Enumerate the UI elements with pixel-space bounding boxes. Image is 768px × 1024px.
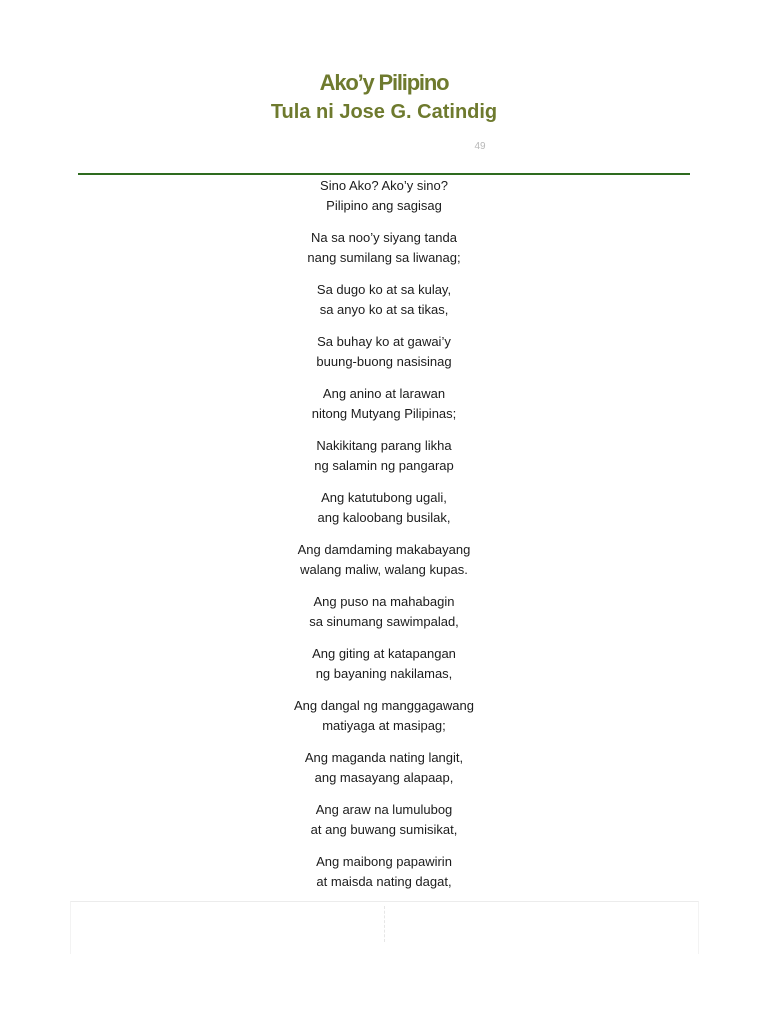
poem-line: Sino Ako? Ako’y sino? — [320, 178, 448, 193]
poem-line: Sa buhay ko at gawai’y — [317, 334, 451, 349]
stanza — [0, 592, 768, 631]
stanza — [0, 852, 768, 891]
poem-body — [0, 176, 768, 904]
page-number: 49 — [474, 141, 486, 152]
header-divider — [78, 173, 690, 175]
poem-line: Na sa noo’y siyang tanda — [311, 230, 457, 245]
stanza — [0, 384, 768, 423]
poem-line: Ang puso na mahabagin — [313, 594, 455, 609]
poem-line: Sa dugo ko at sa kulay, — [316, 282, 452, 297]
fade-panel-divider — [384, 906, 385, 942]
poem-line: Ang katutubong ugali, — [321, 490, 447, 505]
stanza — [0, 644, 768, 683]
poem-author-line: Tula ni Jose G. Catindig — [270, 101, 498, 123]
poem-line: nang sumilang sa liwanag; — [307, 249, 461, 265]
poem-line: Pilipino ang sagisag — [326, 197, 442, 213]
poem-line: Ang anino at larawan — [322, 386, 446, 401]
stanza — [0, 332, 768, 371]
poem-line: ng bayaning nakilamas, — [315, 665, 453, 681]
poem-line: buung-buong nasisinag — [316, 353, 452, 369]
poem-line: ang masayang alapaap, — [314, 769, 454, 785]
poem-title: Ako’y Pilipino — [319, 70, 449, 95]
stanza — [0, 228, 768, 267]
poem-line: walang maliw, walang kupas. — [300, 561, 468, 577]
poem-line: sa sinumang sawimpalad, — [309, 613, 459, 629]
poem-line: Ang maibong papawirin — [316, 854, 452, 869]
poem-line: at maisda nating dagat, — [316, 873, 452, 889]
poem-line: ng salamin ng pangarap — [314, 457, 454, 473]
poem-line: Ang giting at katapangan — [312, 646, 456, 661]
poem-line: matiyaga at masipag; — [322, 717, 446, 733]
stanza — [0, 800, 768, 839]
poem-line: Ang damdaming makabayang — [297, 542, 471, 557]
poem-line: sa anyo ko at sa tikas, — [319, 301, 449, 317]
stanza — [0, 696, 768, 735]
poem-line: Ang araw na lumulubog — [315, 802, 453, 817]
stanza — [0, 488, 768, 527]
stanza — [0, 280, 768, 319]
poem-line: ang kaloobang busilak, — [317, 509, 451, 525]
stanza — [0, 436, 768, 475]
stanza — [0, 176, 768, 215]
stanza — [0, 540, 768, 579]
poem-line: nitong Mutyang Pilipinas; — [311, 405, 457, 421]
poem-line: Ang maganda nating langit, — [304, 750, 464, 765]
stanza — [0, 748, 768, 787]
poem-line: at ang buwang sumisikat, — [310, 821, 458, 837]
poem-line: Ang dangal ng manggagawang — [294, 698, 474, 713]
poem-line: Nakikitang parang likha — [316, 438, 452, 453]
